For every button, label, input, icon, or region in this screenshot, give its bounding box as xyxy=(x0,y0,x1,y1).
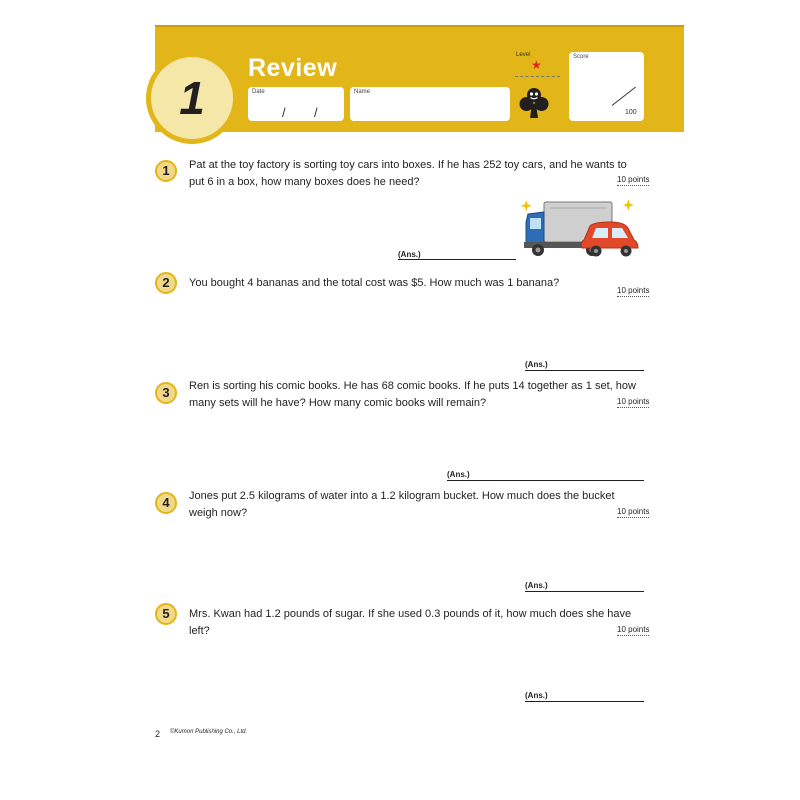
truck-and-car-illustration xyxy=(520,196,644,264)
question-number-3: 3 xyxy=(155,382,177,404)
level-divider xyxy=(515,76,560,77)
score-max: 100 xyxy=(625,109,637,116)
question-text-1: Pat at the toy factory is sorting toy cars into boxes. If he has 252 toy cars, and he wants to put 6 in a box, how many boxes does he need? xyxy=(189,159,627,188)
club-icon xyxy=(519,86,549,120)
answer-label-4: (Ans.) xyxy=(525,581,548,590)
level-label: Level xyxy=(516,52,531,58)
answer-line-5[interactable] xyxy=(525,701,644,702)
page-number: 2 xyxy=(155,729,161,739)
copyright-text: ©Kumon Publishing Co., Ltd. xyxy=(170,729,248,735)
question-points-5: 10 points xyxy=(617,625,650,634)
question-number-1: 1 xyxy=(155,160,177,182)
question-points-2: 10 points xyxy=(617,286,650,295)
date-slash-1: / xyxy=(282,105,286,120)
question-number-4: 4 xyxy=(155,492,177,514)
question-text-2: You bought 4 bananas and the total cost was $5. How much was 1 banana? xyxy=(189,277,560,289)
question-text-5: Mrs. Kwan had 1.2 pounds of sugar. If she used 0.3 pounds of it, how much does she have left? xyxy=(189,608,632,637)
answer-line-1[interactable] xyxy=(398,259,516,260)
question-text-4: Jones put 2.5 kilograms of water into a 1.2 kilogram bucket. How much does the bucket weigh now? xyxy=(189,490,615,519)
question-points-3: 10 points xyxy=(617,397,650,406)
answer-label-2: (Ans.) xyxy=(525,360,548,369)
question-points-1: 10 points xyxy=(617,175,650,184)
date-field[interactable] xyxy=(248,87,344,121)
star-icon: ★ xyxy=(531,58,542,72)
unit-number: 1 xyxy=(179,72,205,124)
answer-line-3[interactable] xyxy=(447,480,644,481)
answer-label-5: (Ans.) xyxy=(525,691,548,700)
page-title: Review xyxy=(248,54,338,82)
date-label: Date xyxy=(252,89,265,95)
question-number-5: 5 xyxy=(155,603,177,625)
date-slash-2: / xyxy=(314,105,318,120)
question-text-3: Ren is sorting his comic books. He has 68 comic books. If he puts 14 together as 1 set, how many sets will he have? How many comic books will remain? xyxy=(189,380,636,409)
answer-label-3: (Ans.) xyxy=(447,470,470,479)
answer-line-2[interactable] xyxy=(525,370,644,371)
question-number-2: 2 xyxy=(155,272,177,294)
answer-label-1: (Ans.) xyxy=(398,250,421,259)
question-points-4: 10 points xyxy=(617,507,650,516)
name-label: Name xyxy=(354,89,371,95)
score-label: Score xyxy=(573,54,589,60)
header-top-border xyxy=(155,25,684,27)
answer-line-4[interactable] xyxy=(525,591,644,592)
name-field[interactable] xyxy=(350,87,510,121)
